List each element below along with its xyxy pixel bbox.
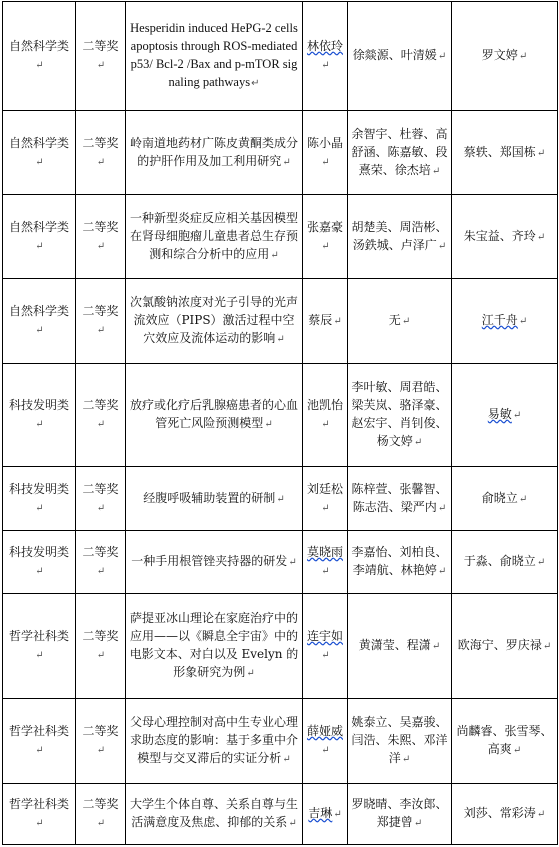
title-cell: 放疗或化疗后乳腺癌患者的心血管死亡风险预测模型↵ — [126, 364, 303, 467]
table-row — [3, 364, 558, 467]
leader-cell: 莫晓雨↵ — [303, 531, 348, 594]
title-cell: 一种手用根管锉夹持器的研发↵ — [126, 531, 303, 594]
leader-cell: 池凯怡↵ — [303, 364, 348, 467]
advisor-cell: 于淼、俞晓立↵ — [452, 531, 558, 594]
members-cell: 黄潇莹、程潇↵ — [348, 594, 452, 699]
category-cell: 哲学社科类↵ — [3, 699, 76, 784]
category-cell: 自然科学类↵ — [3, 195, 76, 279]
members-cell: 徐燚源、叶清媛↵ — [348, 2, 452, 111]
category-cell: 自然科学类↵ — [3, 2, 76, 111]
leader-cell: 陈小晶↵ — [303, 111, 348, 195]
advisor-cell: 蔡轶、郑国栋↵ — [452, 111, 558, 195]
advisor-cell: 尚麟睿、张雪琴、高爽↵ — [452, 699, 558, 784]
members-cell: 姚泰立、吴嘉骏、闫浩、朱熙、邓洋洋↵ — [348, 699, 452, 784]
title-cell: 大学生个体自尊、关系自尊与生活满意度及焦虑、抑郁的关系↵ — [126, 784, 303, 845]
table-row — [3, 699, 558, 784]
table-row — [3, 531, 558, 594]
title-cell: 一种新型炎症反应相关基因模型在肾母细胞瘤儿童患者总生存预测和综合分析中的应用↵ — [126, 195, 303, 279]
level-cell: 二等奖↵ — [76, 594, 126, 699]
members-cell: 胡楚美、周浩彬、汤鉄城、卢泽广↵ — [348, 195, 452, 279]
advisor-cell: 刘莎、常彩涛↵ — [452, 784, 558, 845]
table-row — [3, 2, 558, 111]
advisor-cell: 朱宝益、齐玲↵ — [452, 195, 558, 279]
table-row — [3, 279, 558, 364]
members-cell: 无↵ — [348, 279, 452, 364]
title-cell: 父母心理控制对高中生专业心理求助态度的影响：基于多重中介模型与交叉滞后的实证分析↵ — [126, 699, 303, 784]
members-cell: 李叶敏、周君皓、梁芙岚、骆泽豪、赵宏宇、肖钊俊、杨文婷↵ — [348, 364, 452, 467]
title-cell: 萨提亚冰山理论在家庭治疗中的应用——以《瞬息全宇宙》中的电影文本、对白以及 Evelyn 的形象研究为例↵ — [126, 594, 303, 699]
advisor-cell: 罗文婷↵ — [452, 2, 558, 111]
leader-cell: 刘廷松↵ — [303, 467, 348, 531]
members-cell: 陈梓萱、张馨智、陈志浩、梁严内↵ — [348, 467, 452, 531]
level-cell: 二等奖↵ — [76, 784, 126, 845]
advisor-cell: 江千舟↵ — [452, 279, 558, 364]
category-cell: 科技发明类↵ — [3, 364, 76, 467]
members-cell: 李嘉怡、刘柏良、李靖航、林艳婷↵ — [348, 531, 452, 594]
category-cell: 科技发明类↵ — [3, 531, 76, 594]
table-row — [3, 784, 558, 845]
title-cell: 次氯酸钠浓度对光子引导的光声流效应（PIPS）激活过程中空穴效应及流体运动的影响↵ — [126, 279, 303, 364]
table-row — [3, 594, 558, 699]
level-cell: 二等奖↵ — [76, 699, 126, 784]
advisor-cell: 俞晓立↵ — [452, 467, 558, 531]
level-cell: 二等奖↵ — [76, 279, 126, 364]
category-cell: 自然科学类↵ — [3, 279, 76, 364]
leader-cell: 吉琳↵ — [303, 784, 348, 845]
level-cell: 二等奖↵ — [76, 531, 126, 594]
category-cell: 哲学社科类↵ — [3, 594, 76, 699]
level-cell: 二等奖↵ — [76, 467, 126, 531]
category-cell: 科技发明类↵ — [3, 467, 76, 531]
table-row — [3, 467, 558, 531]
title-cell: 岭南道地药材广陈皮黄酮类成分的护肝作用及加工利用研究↵ — [126, 111, 303, 195]
leader-cell: 蔡辰↵ — [303, 279, 348, 364]
table-row — [3, 111, 558, 195]
category-cell: 自然科学类↵ — [3, 111, 76, 195]
leader-cell: 薛娅威↵ — [303, 699, 348, 784]
advisor-cell: 易敏↵ — [452, 364, 558, 467]
leader-cell: 连宇如↵ — [303, 594, 348, 699]
leader-cell: 张嘉豪↵ — [303, 195, 348, 279]
awards-table — [2, 1, 558, 845]
leader-cell: 林依玲↵ — [303, 2, 348, 111]
level-cell: 二等奖↵ — [76, 2, 126, 111]
title-cell: 经腹呼吸辅助装置的研制↵ — [126, 467, 303, 531]
category-cell: 哲学社科类↵ — [3, 784, 76, 845]
level-cell: 二等奖↵ — [76, 111, 126, 195]
advisor-cell: 欧海宁、罗庆禄↵ — [452, 594, 558, 699]
title-cell: Hesperidin induced HePG-2 cells apoptosis through ROS-mediated p53/ Bcl-2 /Bax and p-mTOR signaling pathways↵ — [126, 2, 303, 111]
table-row — [3, 195, 558, 279]
level-cell: 二等奖↵ — [76, 364, 126, 467]
members-cell: 余智宇、杜蓉、高舒涵、陈嘉敏、段熹荣、徐杰培↵ — [348, 111, 452, 195]
members-cell: 罗晓晴、李汝郎、郑捷曾↵ — [348, 784, 452, 845]
level-cell: 二等奖↵ — [76, 195, 126, 279]
